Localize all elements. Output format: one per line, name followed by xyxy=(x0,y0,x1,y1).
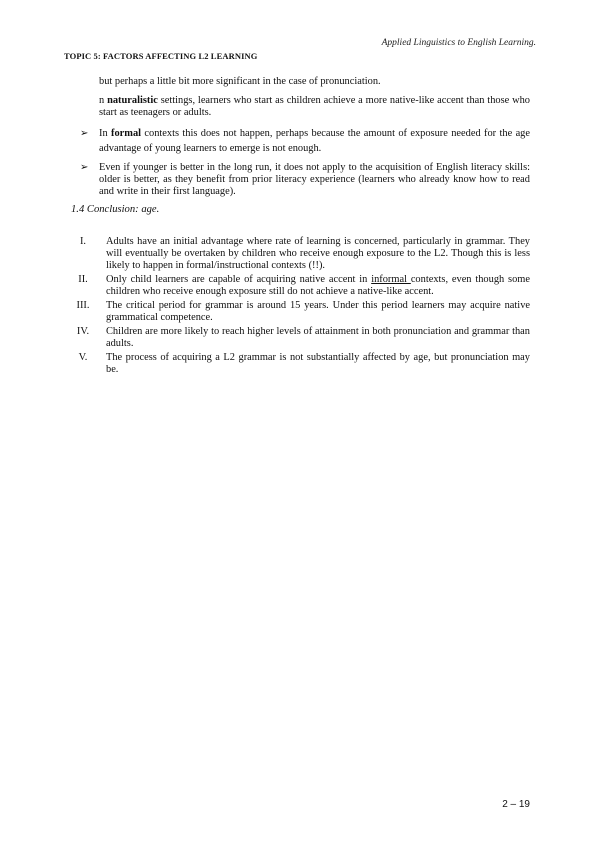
arrow-bullet-icon: ➢ xyxy=(80,162,89,173)
list-item xyxy=(60,326,530,350)
paragraph-prefix: n xyxy=(99,95,108,106)
list-item xyxy=(60,274,530,298)
list-item xyxy=(60,300,530,324)
list-number: IV. xyxy=(76,326,90,337)
list-text xyxy=(106,274,530,298)
bullet-text xyxy=(99,127,530,156)
conclusion-list xyxy=(60,236,530,378)
bullet-rest: contexts this does not happen, perhaps because the amount of exposure needed for the age advantage of young learners to emerge is not enough. xyxy=(99,128,530,154)
bullet-text: Even if younger is better in the long run, it does not apply to the acquisition of English literacy skills: older is better, as they benefit from prior literacy experience (learners who already know how to read and write in their first language). xyxy=(99,162,530,197)
bullet-prefix: In xyxy=(99,128,112,139)
paragraph-continuation: but perhaps a little bit more significant in the case of pronunciation. xyxy=(99,76,381,87)
emphasis-formal: formal xyxy=(111,128,142,139)
paragraph-rest: settings, learners who start as children achieve a more native-like accent than those who start as teenagers or adults. xyxy=(99,95,530,118)
list-item xyxy=(60,236,530,272)
bullet-literacy xyxy=(80,162,530,198)
underlined-informal: informal xyxy=(371,274,411,285)
paragraph-naturalistic xyxy=(99,95,530,119)
list-number: III. xyxy=(76,300,90,311)
list-text: Children are more likely to reach higher levels of attainment in both pronunciation and grammar than adults. xyxy=(106,326,530,349)
list-number: V. xyxy=(78,352,88,363)
list-number: II. xyxy=(78,274,88,285)
list-item xyxy=(60,352,530,376)
list-text: The process of acquiring a L2 grammar is not substantially affected by age, but pronunciation may be. xyxy=(106,352,530,375)
arrow-bullet-icon: ➢ xyxy=(80,128,89,139)
running-header: Applied Linguistics to English Learning. xyxy=(381,38,536,48)
list-text: Adults have an initial advantage where rate of learning is concerned, particularly in grammar. They will eventually be overtaken by children who receive enough exposure to the L2. Though this is less likely to happen in formal/instructional contexts (!!). xyxy=(106,236,530,271)
list-number: I. xyxy=(79,236,87,247)
bullet-formal xyxy=(80,127,530,156)
topic-title: TOPIC 5: FACTORS AFFECTING L2 LEARNING xyxy=(64,51,258,61)
page-number: 2 – 19 xyxy=(502,799,530,810)
list-text-pre: Only child learners are capable of acquiring native accent in xyxy=(106,274,372,285)
list-text-post: contexts, even though some children who receive enough exposure still do not achieve a native-like accent. xyxy=(106,274,530,297)
emphasis-naturalistic: naturalistic xyxy=(107,95,158,106)
list-text: The critical period for grammar is around 15 years. Under this period learners may acquire native grammatical competence. xyxy=(106,300,530,323)
section-heading: 1.4 Conclusion: age. xyxy=(71,204,160,215)
